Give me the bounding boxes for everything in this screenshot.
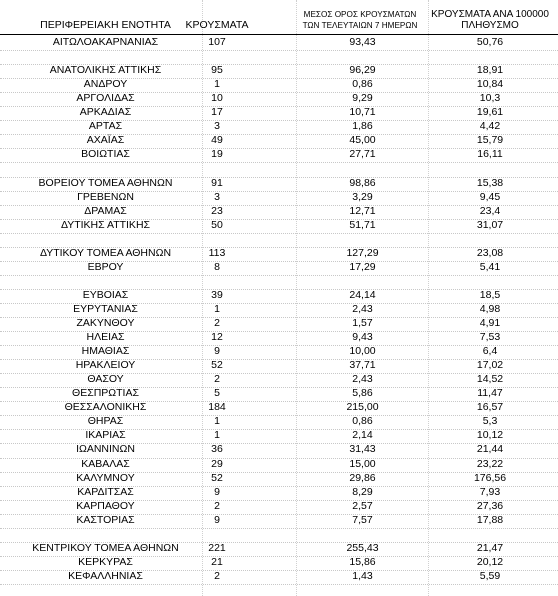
cell-per100k: 5,41	[479, 260, 501, 273]
table-row	[0, 401, 558, 414]
cell-region: ΑΝΔΡΟΥ	[83, 78, 128, 91]
header-per100k-line1: ΚΡΟΥΣΜΑΤΑ ΑΝΑ 100000	[431, 9, 549, 20]
table-row	[0, 317, 558, 330]
cell-cases: 95	[211, 64, 223, 77]
cell-cases: 9	[214, 485, 220, 498]
cell-cases: 39	[211, 288, 223, 301]
cell-avg: 2,43	[352, 302, 373, 315]
header-avg	[295, 9, 425, 31]
table-row	[0, 205, 558, 218]
cell-cases: 19	[211, 148, 223, 161]
cell-region: ΕΥΒΟΙΑΣ	[82, 288, 129, 301]
cell-cases: 9	[214, 513, 220, 526]
cell-region: ΚΑΛΥΜΝΟΥ	[76, 471, 135, 484]
cell-per100k: 19,61	[476, 106, 504, 119]
cell-per100k: 21,47	[476, 541, 504, 554]
cell-avg: 15,86	[349, 555, 376, 568]
cell-avg: 2,43	[352, 373, 373, 386]
table-row	[0, 514, 558, 527]
cell-cases: 49	[211, 134, 223, 147]
table-row	[0, 373, 558, 386]
cell-region: ΙΚΑΡΙΑΣ	[85, 429, 126, 442]
cell-cases: 52	[211, 471, 223, 484]
cell-region: ΚΑΒΑΛΑΣ	[81, 457, 130, 470]
cell-region: ΔΥΤΙΚΟΥ ΤΟΜΕΑ ΑΘΗΝΩΝ	[39, 246, 172, 259]
cell-region: ΘΑΣΟΥ	[87, 373, 124, 386]
cell-per100k: 23,4	[479, 204, 501, 217]
table-row	[0, 345, 558, 358]
cell-region: ΗΜΑΘΙΑΣ	[81, 345, 130, 358]
cell-cases: 221	[208, 541, 226, 554]
table-row	[0, 134, 558, 147]
table-row	[0, 429, 558, 442]
cell-cases: 50	[211, 218, 223, 231]
cell-avg: 215,00	[346, 401, 379, 414]
cell-avg: 17,29	[349, 260, 376, 273]
cell-region: ΙΩΑΝΝΙΝΩΝ	[76, 443, 135, 456]
cell-per100k: 7,53	[479, 331, 501, 344]
cell-region: ΑΡΓΟΛΙΔΑΣ	[76, 92, 135, 105]
table-row-empty	[0, 50, 558, 63]
cell-region: ΑΝΑΤΟΛΙΚΗΣ ΑΤΤΙΚΗΣ	[49, 64, 162, 77]
cell-region: ΒΟΙΩΤΙΑΣ	[81, 148, 130, 161]
cell-per100k: 7,93	[479, 485, 501, 498]
table-row	[0, 219, 558, 232]
cell-avg: 98,86	[349, 176, 376, 189]
cell-region: ΚΑΡΠΑΘΟΥ	[76, 499, 135, 512]
cell-region: ΚΑΣΤΟΡΙΑΣ	[76, 513, 135, 526]
cell-per100k: 4,98	[479, 302, 501, 315]
cell-per100k: 20,12	[476, 555, 504, 568]
header-per100k	[420, 9, 558, 31]
cell-region: ΕΒΡΟΥ	[87, 260, 124, 273]
table-row	[0, 289, 558, 302]
cell-region: ΑΡΤΑΣ	[88, 120, 123, 133]
cell-cases: 3	[214, 120, 220, 133]
cell-avg: 127,29	[346, 246, 379, 259]
table-row	[0, 359, 558, 372]
table-row	[0, 303, 558, 316]
cell-cases: 1	[214, 78, 220, 91]
table-row	[0, 247, 558, 260]
cell-avg: 0,86	[352, 78, 373, 91]
cell-cases: 2	[214, 569, 220, 582]
table-row-empty	[0, 233, 558, 246]
cell-avg: 27,71	[349, 148, 376, 161]
cell-region: ΕΥΡΥΤΑΝΙΑΣ	[73, 302, 138, 315]
cell-avg: 255,43	[346, 541, 379, 554]
cell-per100k: 18,91	[476, 64, 504, 77]
table-row	[0, 486, 558, 499]
cell-cases: 1	[214, 415, 220, 428]
table-row	[0, 556, 558, 569]
cell-per100k: 16,11	[477, 148, 503, 161]
cell-per100k: 5,59	[479, 569, 501, 582]
table-row	[0, 191, 558, 204]
cell-avg: 7,57	[352, 513, 373, 526]
cell-cases: 184	[208, 401, 226, 414]
cell-avg: 0,86	[352, 415, 373, 428]
cell-per100k: 9,45	[479, 190, 501, 203]
table-header	[0, 0, 558, 34]
cell-cases: 2	[214, 317, 220, 329]
cell-per100k: 15,79	[476, 134, 504, 147]
cell-region: ΗΡΑΚΛΕΙΟΥ	[75, 359, 136, 372]
cell-avg: 45,00	[349, 134, 376, 147]
cell-cases: 107	[208, 36, 226, 48]
cell-cases: 17	[211, 106, 223, 119]
cell-avg: 1,57	[352, 317, 373, 329]
cell-avg: 10,71	[349, 106, 376, 119]
table-row	[0, 78, 558, 91]
cell-avg: 2,14	[352, 429, 373, 442]
cell-cases: 1	[214, 302, 220, 315]
cell-per100k: 176,56	[473, 471, 507, 484]
cell-avg: 1,86	[352, 120, 373, 133]
cell-per100k: 23,22	[476, 457, 504, 470]
cell-cases: 2	[214, 499, 220, 512]
table-row-empty	[0, 528, 558, 541]
table-row	[0, 177, 558, 190]
cell-avg: 1,43	[352, 569, 373, 582]
cell-avg: 24,14	[349, 288, 376, 301]
cell-avg: 10,00	[349, 345, 376, 358]
cell-avg: 8,29	[352, 485, 373, 498]
row-gridline	[0, 584, 558, 585]
cell-per100k: 17,02	[476, 359, 504, 372]
cell-per100k: 4,42	[479, 120, 501, 133]
cell-region: ΓΡΕΒΕΝΩΝ	[77, 190, 134, 203]
cell-cases: 10	[211, 92, 223, 105]
cell-avg: 51,71	[349, 218, 376, 231]
table-row	[0, 458, 558, 471]
cell-per100k: 14,52	[476, 373, 504, 386]
table-row	[0, 64, 558, 77]
cell-per100k: 10,12	[476, 429, 504, 442]
cell-avg: 29,86	[349, 471, 376, 484]
table-row	[0, 120, 558, 133]
cell-region: ΚΕΝΤΡΙΚΟΥ ΤΟΜΕΑ ΑΘΗΝΩΝ	[32, 541, 179, 554]
cell-avg: 15,00	[349, 457, 376, 470]
cell-avg: 12,71	[349, 204, 376, 217]
cell-per100k: 10,3	[479, 92, 501, 105]
cell-per100k: 6,4	[482, 345, 498, 358]
cell-avg: 93,43	[349, 36, 376, 48]
cell-per100k: 21,44	[476, 443, 504, 456]
cell-region: ΗΛΕΙΑΣ	[86, 331, 125, 344]
cell-avg: 9,29	[352, 92, 373, 105]
header-avg-line1: ΜΕΣΟΣ ΟΡΟΣ ΚΡΟΥΣΜΑΤΩΝ	[303, 10, 417, 19]
table-row	[0, 36, 558, 49]
cell-cases: 113	[208, 246, 226, 259]
cell-per100k: 5,3	[482, 415, 498, 428]
table-row	[0, 570, 558, 583]
cell-cases: 5	[214, 387, 220, 400]
table-row	[0, 387, 558, 400]
table-row	[0, 148, 558, 161]
cell-cases: 23	[211, 204, 223, 217]
cell-region: ΘΕΣΠΡΩΤΙΑΣ	[72, 387, 139, 400]
cell-region: ΔΡΑΜΑΣ	[84, 204, 127, 217]
cell-cases: 12	[211, 331, 223, 344]
table-row	[0, 443, 558, 456]
table-row-empty	[0, 162, 558, 175]
cell-per100k: 10,84	[476, 78, 504, 91]
cell-per100k: 11,47	[477, 387, 503, 400]
cell-region: ΚΑΡΔΙΤΣΑΣ	[77, 485, 134, 498]
cell-avg: 31,43	[349, 443, 376, 456]
cell-region: ΑΧΑΪΑΣ	[86, 134, 125, 147]
cell-cases: 1	[214, 429, 220, 442]
cell-region: ΚΕΦΑΛΛΗΝΙΑΣ	[68, 569, 143, 582]
header-per100k-line2: ΠΛΗΘΥΣΜΟ	[461, 20, 519, 31]
table-row	[0, 415, 558, 428]
table-row-empty	[0, 275, 558, 288]
cell-region: ΑΙΤΩΛΟΑΚΑΡΝΑΝΙΑΣ	[52, 36, 159, 48]
cell-per100k: 23,08	[476, 246, 504, 259]
cell-avg: 96,29	[349, 64, 376, 77]
table-row	[0, 106, 558, 119]
header-region: ΠΕΡΙΦΕΡΕΙΑΚΗ ΕΝΟΤΗΤΑ	[40, 19, 171, 31]
cell-cases: 3	[214, 190, 220, 203]
cell-cases: 91	[211, 176, 223, 189]
cell-per100k: 27,36	[476, 499, 504, 512]
table-row	[0, 261, 558, 274]
cell-per100k: 4,91	[479, 317, 501, 329]
cell-region: ΑΡΚΑΔΙΑΣ	[79, 106, 132, 119]
cell-region: ΚΕΡΚΥΡΑΣ	[78, 555, 133, 568]
cell-avg: 37,71	[349, 359, 376, 372]
cell-cases: 8	[214, 260, 220, 273]
cell-avg: 3,29	[352, 190, 373, 203]
header-avg-line2: ΤΩΝ ΤΕΛΕΥΤΑΙΩΝ 7 ΗΜΕΡΩΝ	[302, 21, 418, 30]
cell-avg: 5,86	[352, 387, 373, 400]
cell-region: ΔΥΤΙΚΗΣ ΑΤΤΙΚΗΣ	[60, 218, 151, 231]
cell-cases: 2	[214, 373, 220, 386]
cell-per100k: 16,57	[476, 401, 504, 414]
cell-per100k: 31,07	[476, 218, 504, 231]
cell-region: ΖΑΚΥΝΘΟΥ	[76, 317, 135, 329]
cell-per100k: 15,38	[476, 176, 504, 189]
cell-region: ΒΟΡΕΙΟΥ ΤΟΜΕΑ ΑΘΗΝΩΝ	[38, 176, 173, 189]
cell-cases: 36	[211, 443, 223, 456]
cell-region: ΘΕΣΣΑΛΟΝΙΚΗΣ	[64, 401, 147, 414]
table-row	[0, 92, 558, 105]
table-row	[0, 331, 558, 344]
cell-avg: 9,43	[352, 331, 373, 344]
cell-avg: 2,57	[352, 499, 373, 512]
cell-per100k: 50,76	[476, 36, 504, 48]
cell-cases: 29	[211, 457, 223, 470]
header-rule	[0, 34, 558, 35]
cell-per100k: 17,88	[476, 513, 504, 526]
cell-cases: 9	[214, 345, 220, 358]
table-row	[0, 472, 558, 485]
cell-per100k: 18,5	[479, 288, 501, 301]
cell-region: ΘΗΡΑΣ	[87, 415, 124, 428]
cell-cases: 21	[211, 555, 223, 568]
table-row	[0, 542, 558, 555]
cell-cases: 52	[211, 359, 223, 372]
header-cases: ΚΡΟΥΣΜΑΤΑ	[185, 19, 249, 31]
table-row	[0, 500, 558, 513]
